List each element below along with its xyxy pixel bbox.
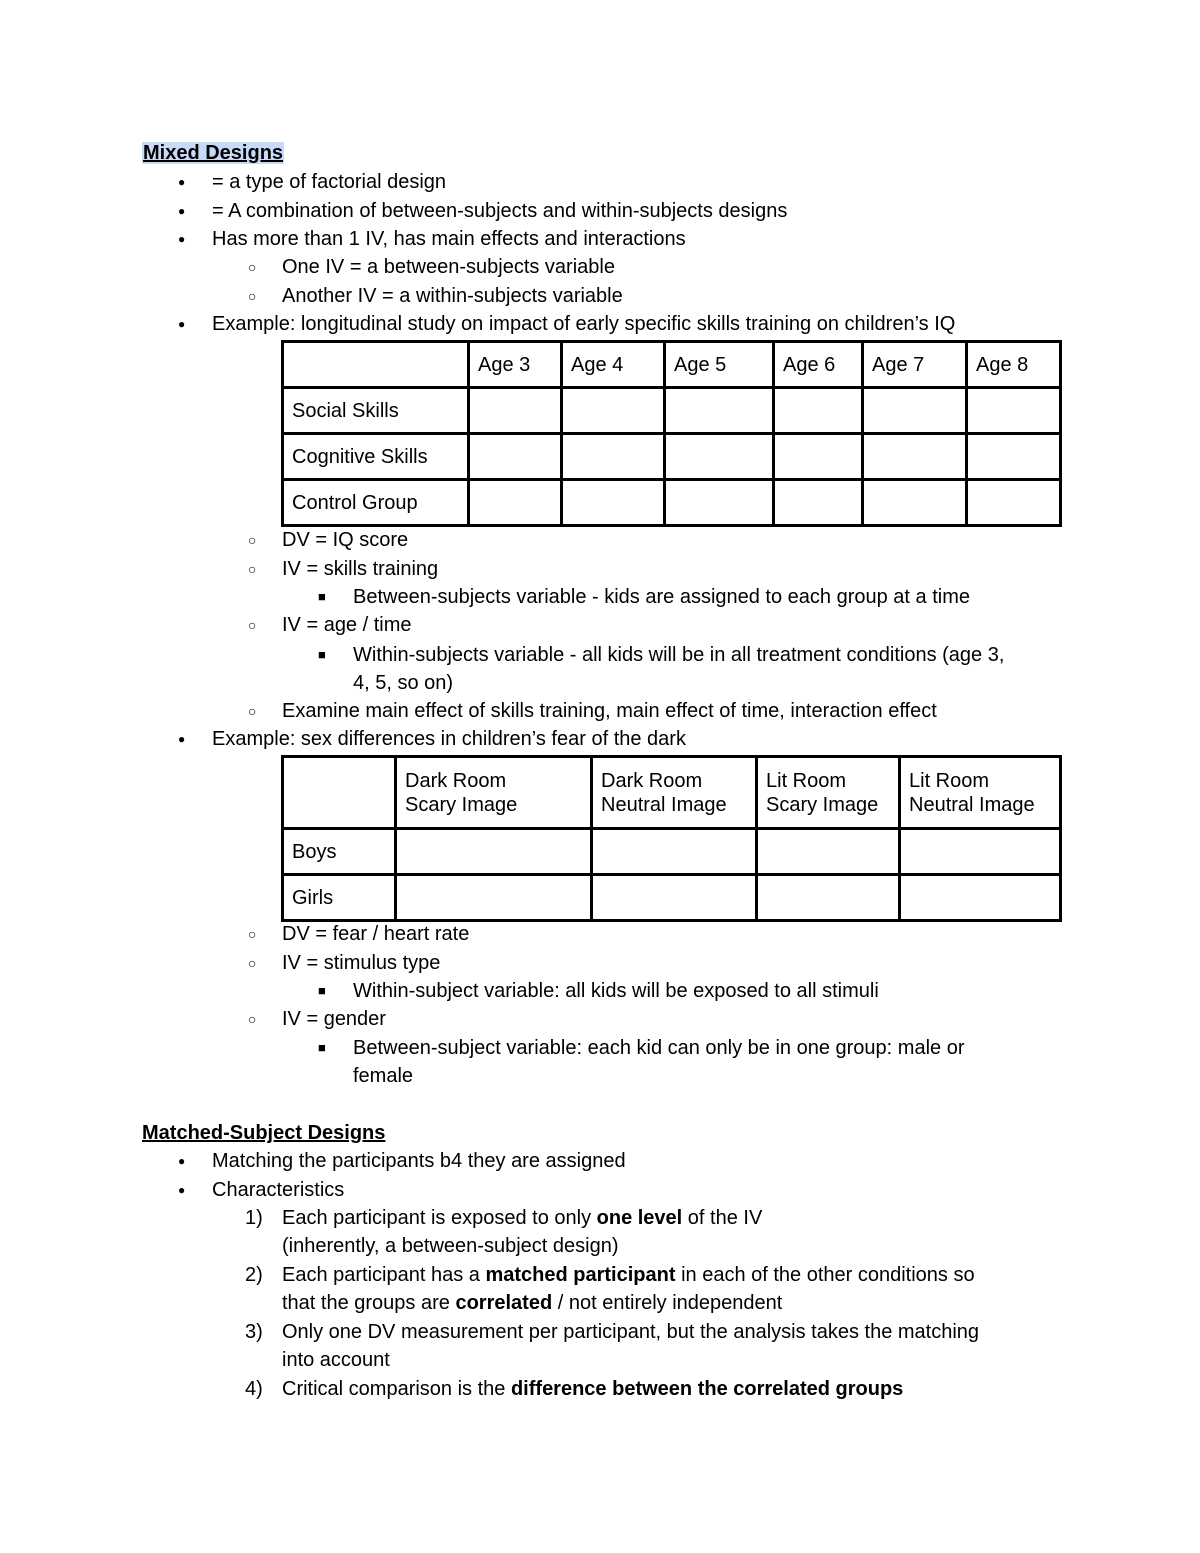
section-heading-mixed-designs: Mixed Designs <box>143 142 284 164</box>
table-header-cell <box>757 757 900 829</box>
table-cell <box>774 388 863 434</box>
list-item: One IV = a between-subjects variable <box>282 256 615 278</box>
table-cell <box>562 388 665 434</box>
list-item: = A combination of between-subjects and within-subjects designs <box>212 200 788 222</box>
header-line: Lit Room <box>909 770 990 792</box>
table-cell <box>592 829 757 875</box>
header-line: Neutral Image <box>601 794 727 816</box>
table-header-cell <box>283 342 469 388</box>
table-header-cell <box>900 757 1061 829</box>
bullet-icon: ● <box>178 232 186 246</box>
bullet-icon: ● <box>178 1183 186 1197</box>
table-row-label: Social Skills <box>283 388 469 434</box>
list-item: Between-subject variable: each kid can only be in one group: male or <box>353 1037 965 1059</box>
table-cell <box>967 388 1061 434</box>
list-item: Matching the participants b4 they are assigned <box>212 1150 626 1172</box>
bullet-icon: ● <box>178 175 186 189</box>
list-item: Examine main effect of skills training, main effect of time, interaction effect <box>282 700 937 722</box>
table-cell <box>469 480 562 526</box>
list-item: Within-subject variable: all kids will be exposed to all stimuli <box>353 980 879 1002</box>
bullet-icon: ● <box>178 732 186 746</box>
numbered-item-continuation: into account <box>282 1349 390 1371</box>
table-row <box>283 434 1061 480</box>
item-text: Critical comparison is the <box>282 1378 511 1400</box>
table-cell <box>665 388 774 434</box>
table-cell <box>562 480 665 526</box>
table-row <box>283 480 1061 526</box>
header-line: Dark Room <box>405 770 507 792</box>
header-line: Scary Image <box>766 794 879 816</box>
fear-of-dark-table <box>281 755 1062 922</box>
item-text: that the groups are <box>282 1292 456 1314</box>
list-item-continuation: 4, 5, so on) <box>353 672 454 694</box>
square-bullet-icon: ■ <box>318 1040 326 1055</box>
item-emphasis: one level <box>596 1207 683 1229</box>
table-row <box>283 388 1061 434</box>
table-cell <box>900 829 1061 875</box>
table-header-cell: Age 6 <box>774 342 863 388</box>
table-header-row <box>283 757 1061 829</box>
list-item: Example: longitudinal study on impact of early specific skills training on children’s IQ <box>212 313 956 335</box>
table-cell <box>774 434 863 480</box>
circle-bullet-icon: ○ <box>248 926 257 942</box>
numbered-item <box>282 1204 762 1233</box>
square-bullet-icon: ■ <box>318 589 326 604</box>
table-row <box>283 875 1061 921</box>
section-heading-matched-subject-designs: Matched-Subject Designs <box>142 1122 386 1144</box>
list-item: IV = skills training <box>282 558 439 580</box>
skills-training-table <box>281 340 1062 527</box>
table-header-cell: Age 4 <box>562 342 665 388</box>
table-cell <box>774 480 863 526</box>
list-item: Between-subjects variable - kids are assigned to each group at a time <box>353 586 971 608</box>
list-item: = a type of factorial design <box>212 171 447 193</box>
table-cell <box>469 388 562 434</box>
bullet-icon: ● <box>178 317 186 331</box>
bullet-icon: ● <box>178 204 186 218</box>
list-item: IV = gender <box>282 1008 386 1030</box>
table-cell <box>562 434 665 480</box>
list-number: 1) <box>245 1207 263 1229</box>
numbered-item: Only one DV measurement per participant, but the analysis takes the matching <box>282 1321 980 1343</box>
list-item: DV = IQ score <box>282 529 409 551</box>
numbered-item-continuation <box>282 1289 782 1318</box>
table-header-row <box>283 342 1061 388</box>
item-text: in each of the other conditions so <box>675 1264 975 1286</box>
table-cell <box>396 829 592 875</box>
bullet-icon: ● <box>178 1154 186 1168</box>
header-line: Dark Room <box>601 770 703 792</box>
table-cell <box>863 434 967 480</box>
table-header-cell: Age 7 <box>863 342 967 388</box>
list-number: 3) <box>245 1321 263 1343</box>
table-cell <box>863 388 967 434</box>
square-bullet-icon: ■ <box>318 647 326 662</box>
table-row <box>283 829 1061 875</box>
item-text: Each participant is exposed to only <box>282 1207 597 1229</box>
numbered-item-continuation: (inherently, a between-subject design) <box>282 1235 619 1257</box>
table-cell <box>469 434 562 480</box>
table-header-cell: Age 8 <box>967 342 1061 388</box>
list-item: Characteristics <box>212 1179 345 1201</box>
list-number: 4) <box>245 1378 263 1400</box>
circle-bullet-icon: ○ <box>248 955 257 971</box>
list-item-continuation: female <box>353 1065 414 1087</box>
circle-bullet-icon: ○ <box>248 1011 257 1027</box>
list-item: Another IV = a within-subjects variable <box>282 285 623 307</box>
list-number: 2) <box>245 1264 263 1286</box>
square-bullet-icon: ■ <box>318 983 326 998</box>
table-cell <box>967 434 1061 480</box>
table-row-label: Boys <box>283 829 396 875</box>
table-row-label: Control Group <box>283 480 469 526</box>
header-line: Neutral Image <box>909 794 1035 816</box>
circle-bullet-icon: ○ <box>248 288 257 304</box>
table-header-cell <box>592 757 757 829</box>
table-row-label: Girls <box>283 875 396 921</box>
item-text: of the IV <box>682 1207 763 1229</box>
table-cell <box>757 829 900 875</box>
item-text: / not entirely independent <box>552 1292 783 1314</box>
table-cell <box>396 875 592 921</box>
table-header-cell: Age 3 <box>469 342 562 388</box>
table-cell <box>757 875 900 921</box>
list-item: Within-subjects variable - all kids will be in all treatment conditions (age 3, <box>353 644 1005 666</box>
table-header-cell <box>396 757 592 829</box>
item-text: Each participant has a <box>282 1264 486 1286</box>
circle-bullet-icon: ○ <box>248 259 257 275</box>
table-row-label: Cognitive Skills <box>283 434 469 480</box>
circle-bullet-icon: ○ <box>248 532 257 548</box>
table-header-cell: Age 5 <box>665 342 774 388</box>
table-cell <box>665 480 774 526</box>
table-header-cell <box>283 757 396 829</box>
circle-bullet-icon: ○ <box>248 561 257 577</box>
numbered-item <box>282 1375 903 1404</box>
circle-bullet-icon: ○ <box>248 703 257 719</box>
item-emphasis: matched participant <box>485 1264 676 1286</box>
header-line: Scary Image <box>405 794 518 816</box>
list-item: Has more than 1 IV, has main effects and interactions <box>212 228 686 250</box>
table-cell <box>863 480 967 526</box>
table-cell <box>900 875 1061 921</box>
list-item: Example: sex differences in children’s fear of the dark <box>212 728 686 750</box>
table-cell <box>592 875 757 921</box>
list-item: IV = stimulus type <box>282 952 441 974</box>
circle-bullet-icon: ○ <box>248 617 257 633</box>
list-item: IV = age / time <box>282 614 412 636</box>
numbered-item <box>282 1261 975 1290</box>
table-cell <box>967 480 1061 526</box>
item-emphasis: correlated <box>455 1292 553 1314</box>
list-item: DV = fear / heart rate <box>282 923 470 945</box>
header-line: Lit Room <box>766 770 847 792</box>
table-cell <box>665 434 774 480</box>
item-emphasis: difference between the correlated groups <box>510 1378 904 1400</box>
